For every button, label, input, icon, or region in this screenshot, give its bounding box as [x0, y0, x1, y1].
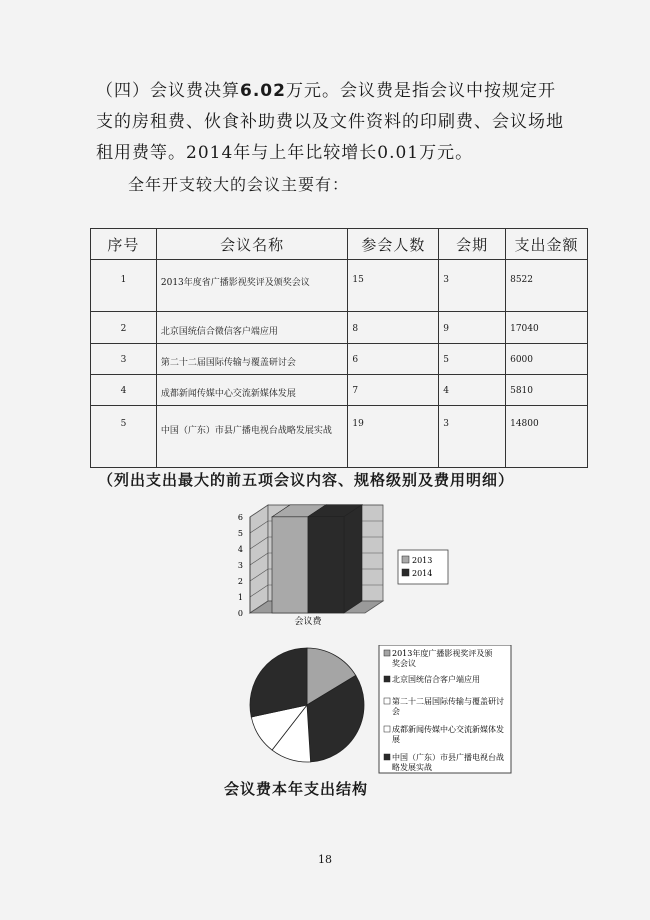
pie-chart-title: 会议费本年支出结构 — [224, 780, 369, 798]
meeting-fee-amount: 6.02 — [240, 81, 286, 101]
row-people: 15 — [348, 260, 439, 312]
pie-chart — [245, 645, 515, 775]
row-people: 7 — [348, 375, 439, 406]
row-name: 2013年度省广播影视奖评及颁奖会议 — [156, 260, 348, 312]
row-no: 4 — [91, 375, 157, 406]
pie-legend-swatch — [384, 698, 390, 704]
row-name: 中国（广东）市县广播电视台战略发展实战 — [156, 406, 348, 468]
header-days: 会期 — [439, 229, 506, 260]
section-lead-unit: 万元。 — [285, 81, 340, 101]
pie-legend-swatch — [384, 754, 390, 760]
legend-label: 2014 — [412, 569, 433, 578]
x-axis-label: 会议费 — [294, 617, 322, 627]
header-name: 会议名称 — [156, 229, 348, 260]
pie-legend-swatch — [384, 650, 390, 656]
bar-chart — [230, 500, 470, 632]
row-no: 2 — [91, 312, 157, 344]
sub-heading: 全年开支较大的会议主要有： — [128, 175, 350, 194]
row-days: 9 — [439, 312, 506, 344]
pie-legend-label: 2013年度广播影视奖评及颁奖会议 — [392, 649, 493, 668]
pie-legend-label: 第二十二届国际传输与覆盖研讨会 — [392, 697, 504, 716]
legend-swatch — [402, 569, 409, 576]
row-no: 1 — [91, 260, 157, 312]
y-tick-label: 5 — [237, 529, 243, 538]
header-people: 参会人数 — [348, 229, 439, 260]
row-amount: 8522 — [506, 260, 588, 312]
row-people: 8 — [348, 312, 439, 344]
y-tick-label: 3 — [237, 561, 243, 570]
row-days: 5 — [439, 344, 506, 375]
row-people: 19 — [348, 406, 439, 468]
bar-side — [344, 505, 362, 613]
pie-legend-label: 北京国统信合客户端应用 — [392, 675, 480, 684]
section-lead: （四）会议费决算 — [96, 81, 240, 101]
header-no: 序号 — [91, 229, 157, 260]
pie-slice — [250, 648, 307, 717]
row-amount: 6000 — [506, 344, 588, 375]
legend-label: 2013 — [412, 556, 433, 565]
pie-legend-swatch — [384, 676, 390, 682]
table-header-row — [91, 229, 588, 260]
pie-legend-label: 成都新闻传媒中心交流新媒体发展 — [392, 725, 504, 744]
table-row — [91, 312, 588, 344]
row-no: 5 — [91, 406, 157, 468]
section-body: 会议费是指会议中按规定开支的房租费、伙食补助费以及文件资料的印刷费、会议场地租用费等。2014年与上年比较增长0.01万元。 — [96, 81, 564, 163]
table-caption: （列出支出最大的前五项会议内容、规格级别及费用明细） — [98, 471, 515, 489]
y-tick-label: 6 — [237, 513, 243, 522]
row-days: 3 — [439, 406, 506, 468]
bar-front — [272, 517, 308, 613]
row-name: 第二十二届国际传输与覆盖研讨会 — [156, 344, 348, 375]
table-row — [91, 375, 588, 406]
header-amount: 支出金额 — [506, 229, 588, 260]
row-people: 6 — [348, 344, 439, 375]
y-tick-label: 4 — [237, 545, 243, 554]
row-amount: 5810 — [506, 375, 588, 406]
row-amount: 14800 — [506, 406, 588, 468]
table-row — [91, 260, 588, 312]
row-days: 4 — [439, 375, 506, 406]
table-row — [91, 344, 588, 375]
y-tick-label: 0 — [237, 609, 243, 618]
row-name: 北京国统信合微信客户端应用 — [156, 312, 348, 344]
table-row — [91, 406, 588, 468]
pie-legend-label: 中国（广东）市县广播电视台战略发展实战 — [392, 753, 504, 772]
row-no: 3 — [91, 344, 157, 375]
row-name: 成都新闻传媒中心交流新媒体发展 — [156, 375, 348, 406]
pie-legend-swatch — [384, 726, 390, 732]
page-number: 18 — [318, 853, 332, 866]
legend-swatch — [402, 556, 409, 563]
section-paragraph — [96, 76, 566, 169]
y-tick-label: 1 — [237, 593, 243, 602]
row-days: 3 — [439, 260, 506, 312]
y-tick-label: 2 — [237, 577, 243, 586]
bar-front — [308, 517, 344, 613]
bar-2014 — [308, 505, 362, 613]
meetings-table — [90, 228, 588, 468]
row-amount: 17040 — [506, 312, 588, 344]
